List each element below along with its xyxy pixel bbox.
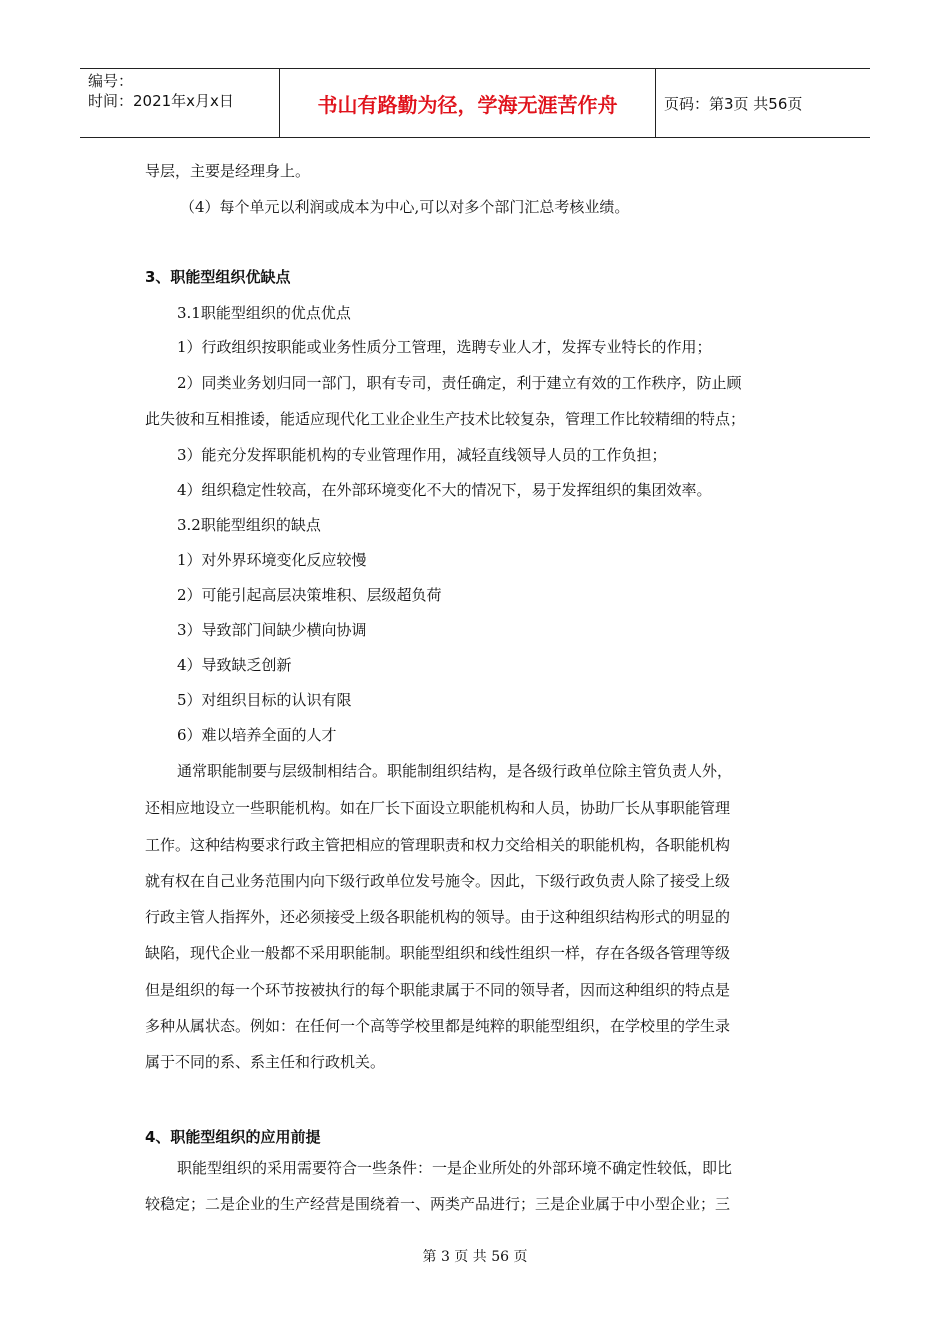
list-item: 2）可能引起高层决策堆积、层级超负荷: [177, 586, 442, 604]
header-motto: 书山有路勤为径，学海无涯苦作舟: [280, 69, 656, 137]
list-item: 4）导致缺乏创新: [177, 656, 292, 674]
paragraph-line: 导层，主要是经理身上。: [145, 162, 311, 180]
list-item: 3）导致部门间缺少横向协调: [177, 621, 367, 639]
paragraph-line: 就有权在自己业务范围内向下级行政单位发号施令。因此，下级行政负责人除了接受上级: [145, 872, 731, 890]
list-item: 6）难以培养全面的人才: [177, 726, 337, 744]
subsection-heading: 3.1职能型组织的优点优点: [177, 304, 351, 322]
header-page-info: 页码：第3页 共56页: [664, 94, 803, 113]
paragraph-line: 通常职能制要与层级制相结合。职能制组织结构，是各级行政单位除主管负责人外，: [177, 762, 733, 780]
page-header: [80, 68, 870, 138]
header-meta: [80, 69, 280, 137]
list-item-continuation: 此失彼和互相推诿，能适应现代化工业企业生产技术比较复杂，管理工作比较精细的特点；: [145, 410, 746, 428]
paragraph-line: 职能型组织的采用需要符合一些条件：一是企业所处的外部环境不确定性较低，即比: [177, 1159, 733, 1177]
list-item: 4）组织稳定性较高，在外部环境变化不大的情况下，易于发挥组织的集团效率。: [177, 481, 712, 499]
paragraph-line: 但是组织的每一个环节按被执行的每个职能隶属于不同的领导者，因而这种组织的特点是: [145, 981, 731, 999]
list-item: 3）能充分发挥职能机构的专业管理作用，减轻直线领导人员的工作负担；: [177, 446, 667, 464]
list-item: 2）同类业务划归同一部门，职有专司，责任确定，利于建立有效的工作秩序，防止顾: [177, 374, 742, 392]
paragraph-line: 较稳定；二是企业的生产经营是围绕着一、两类产品进行；三是企业属于中小型企业；三: [145, 1195, 731, 1213]
paragraph-line: 多种从属状态。例如：在任何一个高等学校里都是纯粹的职能型组织，在学校里的学生录: [145, 1017, 731, 1035]
paragraph-line: 缺陷，现代企业一般都不采用职能制。职能型组织和线性组织一样，存在各级各管理等级: [145, 944, 731, 962]
subsection-heading: 3.2职能型组织的缺点: [177, 516, 321, 534]
paragraph-line: 行政主管人指挥外，还必须接受上级各职能机构的领导。由于这种组织结构形式的明显的: [145, 908, 731, 926]
list-item: 1）对外界环境变化反应较慢: [177, 551, 367, 569]
document-date: 时间：2021年x月x日: [88, 92, 234, 110]
paragraph-line: （4）每个单元以利润或成本为中心,可以对多个部门汇总考核业绩。: [180, 198, 630, 216]
section-heading: 3、职能型组织优缺点: [145, 268, 291, 286]
paragraph-line: 工作。这种结构要求行政主管把相应的管理职责和权力交给相关的职能机构，各职能机构: [145, 836, 731, 854]
page-footer: 第 3 页 共 56 页: [422, 1249, 528, 1265]
paragraph-line: 属于不同的系、系主任和行政机关。: [145, 1053, 386, 1071]
list-item: 1）行政组织按职能或业务性质分工管理，选聘专业人才，发挥专业特长的作用；: [177, 338, 712, 356]
document-number-label: 编号：: [88, 72, 134, 90]
paragraph-line: 还相应地设立一些职能机构。如在厂长下面设立职能机构和人员，协助厂长从事职能管理: [145, 799, 731, 817]
list-item: 5）对组织目标的认识有限: [177, 691, 352, 709]
section-heading: 4、职能型组织的应用前提: [145, 1128, 321, 1146]
